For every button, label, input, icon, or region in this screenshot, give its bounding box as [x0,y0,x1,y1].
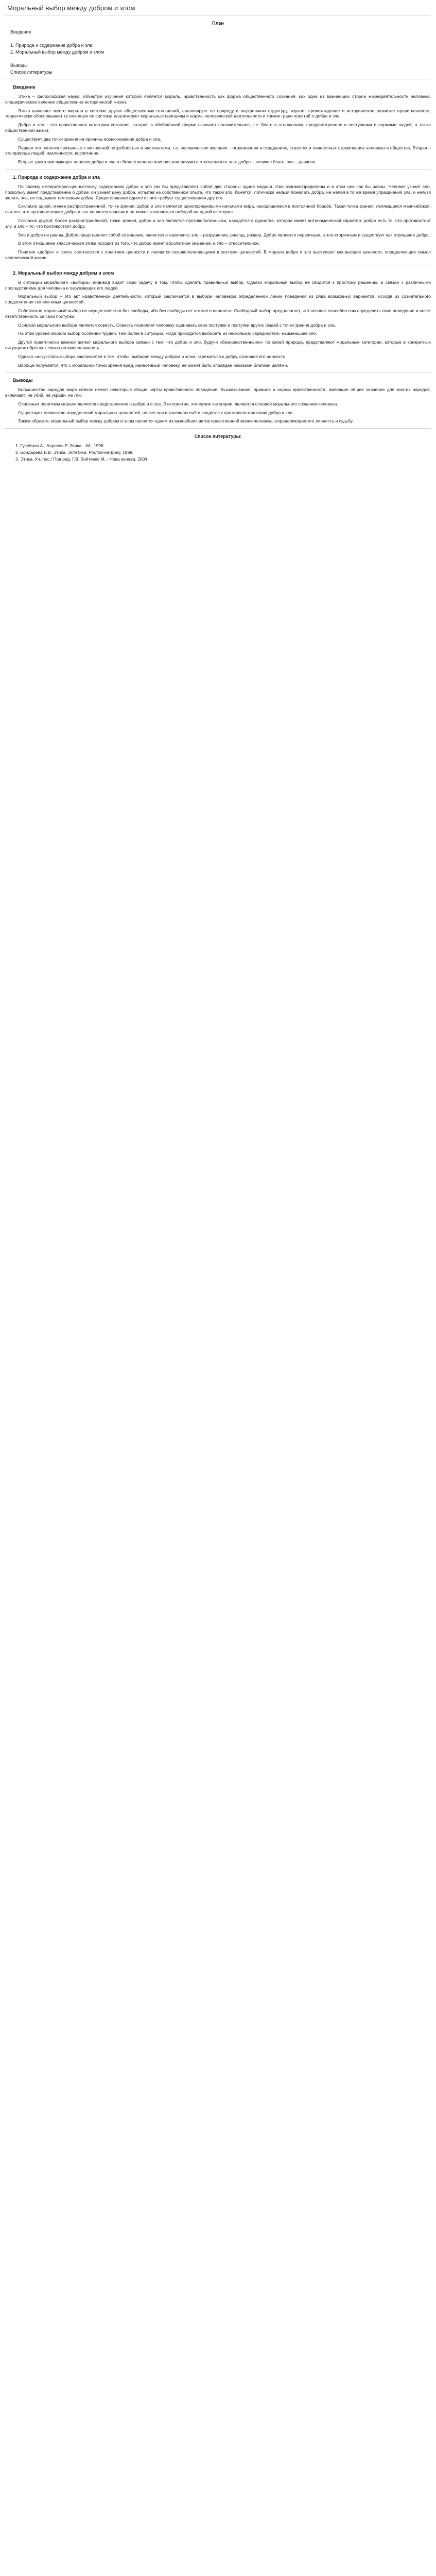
paragraph: В этом отношении классическая этика исходит из того, что добро имеет абсолютное значение, а зло – относительное. [18,241,260,246]
toc-item: 1. Природа и содержание добра и зла [10,43,93,48]
paragraph: Большинство народов мира сейчас имеют некоторые общие черты нравственного поведения. Высказывания, правила и нормы нравственности, имеющие общее значение для многих народов, включают: не убий, не укради, не лги. [5,387,431,398]
paragraph: Моральный выбор – это акт нравственной деятельности, который заключается в выборе человеком определенной линии поведения из ряда возможных вариантов, исходя из сознательного предпочтения тех или иных ценностей. [5,294,431,305]
section-heading: 1. Природа и содержание добра и зла [13,174,100,180]
paragraph: Основным понятием морали является представление о добре и о зле. Эти понятия, этические категории, являются основой морального сознания человека. [18,401,338,406]
table-of-contents [10,29,431,76]
paragraph: Существует два точки зрения на причины возникновения добра и зла. [18,136,161,142]
paragraph: Существует множество определений моральных ценностей, но все они в конечном счёте сводятся к противопоставлению добра и зла. [18,410,294,415]
reference-item: 1. Гусейнов А., Апресян Р. Этика. –М., 1998. [15,443,105,449]
toc-item: 2. Моральный выбор между добром и злом [10,49,104,55]
section-heading: Введение [13,84,36,90]
section-introduction [5,84,431,165]
references-heading: Список литературы: [194,434,242,439]
document-page [0,4,436,462]
paragraph: Вторые трактовки выводят понятия добра и зла от божественного влияния или разума в отношении от зла: добро – великое благо, зло – дьявола. [18,159,317,165]
section-heading: Выводы [13,378,33,383]
paragraph: Таким образом, моральный выбор между добром и злом является одним из важнейших актов нравственной жизни человека, определяющим его личность и судьбу. [18,418,354,424]
toc-item: Список литературы [10,70,53,75]
paragraph: Этика выясняет место морали в системе других общественных отношений, анализирует ее природу и внутреннюю структуру, изучает происхождение и историческое развитие нравственности, теоретически обосновывает ту или иную ее систему, анализирует моральные принципы и нормы человеческой деятельности и тонкие грани понятий о добре и зле. [5,108,431,119]
reference-list [15,443,431,462]
toc-heading: План [212,21,224,26]
paragraph: По своему императивно-ценностному содержанию добро и зло как бы представляют собой две стороны одной медали. Они взаимоопределены и в этом они как бы равны. Человек узнает зло, поскольку имеет представление о добре; он узнает цену добра, испытав на собственном опыте, что такое зло. Кажется, логически нельзя пожелать добра, не желая в то же время упразднения зла, и нельзя желать зла, не подрывая тем самым добра. Существование одного из них требует существования другого. [5,183,431,200]
page-title: Моральный выбор между добром и злом [7,4,135,12]
paragraph: Однако «искусство» выбора заключается в том, чтобы, выбирая между добром и злом, стремиться к добру, сознавая его ценность. [18,353,287,359]
section-conclusions [5,378,431,424]
reference-item: 2. Бондарева В.В. Этика. Эстетика. Ростов-на-Дону, 1999. [15,450,134,455]
divider [5,169,431,170]
section-moral-choice [5,270,431,368]
paragraph: Добро и зло – это нравственная категория сознания, которая в обобщённой форме означает положительное, т.е. благо в отношениях, предусмотренное и поступками и нормами людей, а также общественной жизни. [5,122,431,133]
toc-item: Введение [10,29,31,35]
paragraph: Первая это понятия связанные с жизненной потребностью и инстинктами, т.е. человеческие желания – ограничения в страданиях, страстях и личностных стремлениях человека и общества. Вторая – это природа людей, наклонности, воспитание. [5,145,431,156]
toc-item: Выводы [10,63,28,68]
section-nature-of-good-and-evil [5,175,431,261]
paragraph: В ситуации морального «выбора» индивид видит свою задачу в том, чтобы сделать правильный выбор. Однако моральный выбор не сводится к простому решению, а связан с различными последствиями для человека и окружающих его людей. [5,279,431,291]
paragraph: Понятия «добро» и «зло» соотносятся с понятием ценности и являются основополагающими в системе ценностей. В морали добро и зло выступают как высшие ценности, определяющие смысл человеческой жизни. [5,249,431,260]
paragraph: Основой морального выбора является совесть. Совесть позволяет человеку оценивать свои поступки и поступки других людей с точки зрения добра и зла. [18,322,336,328]
section-heading: 2. Моральный выбор между добром и злом [13,270,114,276]
paragraph: Зло и добро не равны. Добро представляет собой созидание, единство и гармонию; зло – разрушение, распад, раздор. Добро является первичным, а зло вторичным и существует как отрицание добра. [18,232,430,238]
paragraph: Этика – философская наука, объектом изучения которой является мораль, нравственность как форма общественного сознания, как одна из важнейших сторон жизнедеятельности человека, специфическое явление общественно-исторической жизни. [5,94,431,105]
paragraph: Согласно одной, менее распространенной, точке зрения, добро и зло являются однопорядковыми началами мира, находящимися в постоянной борьбе. Такая точка зрения, являющаяся манихейской, считает, что противостояние добра и зла является вечным и не может закончиться победой ни одной из сторон. [5,204,431,215]
paragraph: Согласно другой, более распространённой, точке зрения, добро и зло являются противоположными, находятся в единстве, которое имеет антиномический характер: добро есть то, что противостоит злу, а зло – то, что противостоит добру. [5,217,431,229]
paragraph: Вообще получается, что с моральной точки зрения вред, нанесенный человеку, не может быть оправдан никакими благими целями. [18,362,288,368]
divider [5,428,431,429]
paragraph: Собственно моральный выбор не осуществляется без свободы, ибо без свободы нет и ответственности. Свободный выбор предполагает, что человек способен сам определить свое поведение и несет ответственность за свои поступки. [5,308,431,319]
paragraph: На этом уровне морали выбор особенно труден. Тем более в ситуации, когда приходится выбирать из нескольких «вредностей» наименьшее зло. [18,331,317,336]
reference-item: 3. Этика. Уч.-пос./ Под ред. Г.В. Войтенко М. - Нова книжка, 2004 [15,456,148,462]
paragraph: Другой практически важной аспект морального выбора связан с тем, что добро и зло, будучи «безнравственными» по своей природе, представляют моральные категории, которые в конкретных ситуациях обретают свою противоположность. [5,340,431,350]
